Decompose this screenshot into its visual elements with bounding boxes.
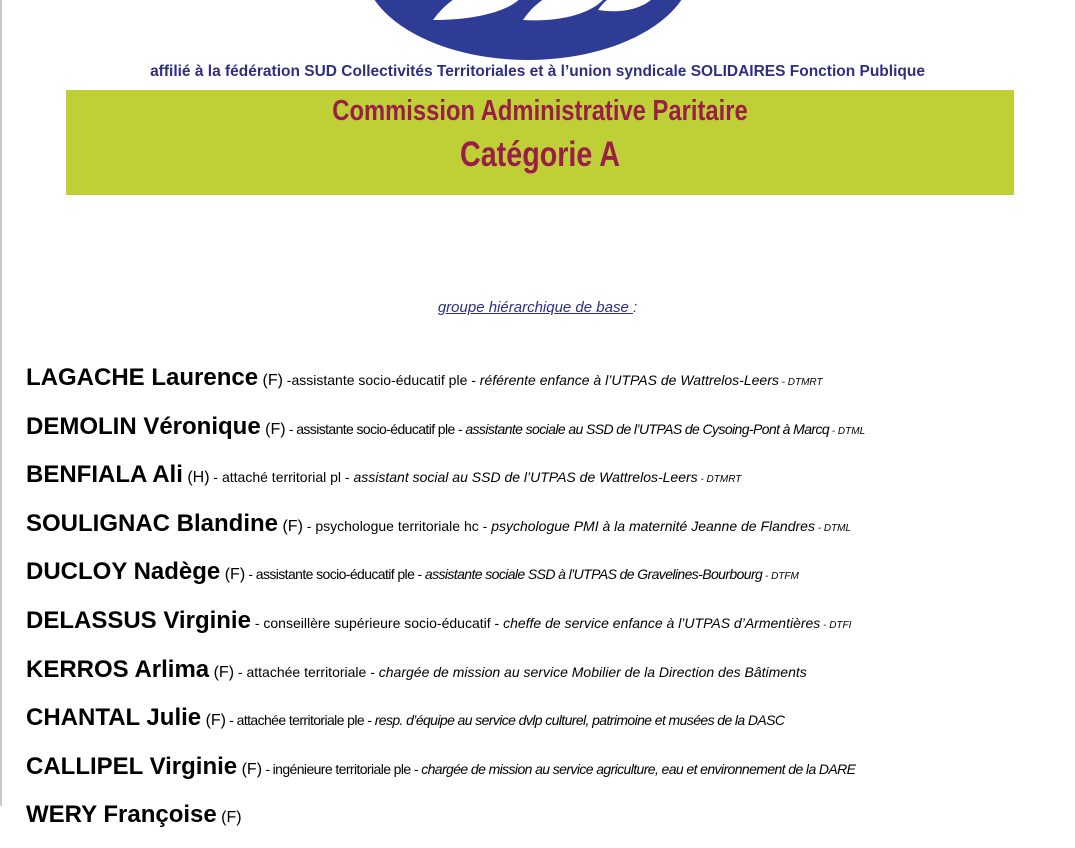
member-name: WERY Françoise	[26, 801, 217, 829]
group-heading	[0, 299, 1075, 316]
member-sex: (F)	[216, 809, 242, 827]
member-direction: - DTML	[814, 522, 852, 534]
member-sex: (F)	[278, 517, 303, 535]
member-row	[26, 459, 1071, 508]
member-sex: (F)	[258, 372, 283, 389]
member-name: DEMOLIN Véronique	[26, 412, 261, 440]
member-row	[26, 751, 1071, 800]
member-row	[26, 654, 1071, 703]
member-job: assistante sociale SSD à l’UTPAS de Gravelines-Bourbourg	[424, 566, 763, 583]
union-logo	[363, 0, 693, 60]
member-job: référente enfance à l’UTPAS de Wattrelos-Leers	[479, 372, 779, 388]
member-row	[26, 556, 1071, 605]
member-grade: - ingénieure territoriale ple -	[262, 760, 422, 777]
member-direction: - DTMRT	[778, 377, 823, 388]
member-grade: - attaché territorial pl -	[209, 469, 354, 486]
member-name: DUCLOY Nadège	[26, 558, 221, 586]
group-suffix: :	[632, 299, 638, 316]
member-row	[26, 362, 1071, 411]
member-grade: - attachée territoriale -	[234, 663, 379, 680]
member-row	[26, 508, 1071, 557]
banner-subtitle: Catégorie A	[459, 135, 621, 174]
member-direction: - DTFM	[762, 571, 799, 583]
logo-artwork	[363, 0, 693, 60]
member-grade: - assistante socio-éducatif ple -	[245, 566, 425, 583]
member-job: resp. d’équipe au service dvlp culturel, patrimoine et musées de la DASC	[374, 712, 785, 729]
member-grade: - assistante socio-éducatif ple -	[285, 420, 466, 437]
member-sex: (F)	[201, 712, 226, 730]
member-name: LAGACHE Laurence	[26, 364, 259, 391]
member-row	[26, 411, 1071, 460]
member-row	[26, 702, 1071, 751]
member-job: assistant social au SSD de l’UTPAS de Wattrelos-Leers	[353, 469, 698, 486]
member-list	[26, 362, 1071, 848]
member-sex: (F)	[237, 760, 263, 778]
member-job: chargée de mission au service Mobilier de la Direction des Bâtiments	[378, 663, 807, 680]
member-name: CHANTAL Julie	[26, 704, 202, 732]
page-border	[0, 0, 2, 806]
member-job: cheffe de service enfance à l’UTPAS d’Armentières	[503, 614, 821, 631]
member-job: chargée de mission au service agriculture, eau et environnement de la DARE	[421, 760, 856, 777]
member-direction: - DTMRT	[697, 474, 742, 486]
member-row	[26, 799, 1071, 848]
title-banner	[66, 90, 1014, 195]
member-sex: (F)	[220, 566, 246, 584]
group-label: groupe hiérarchique de base	[437, 299, 633, 316]
member-sex: (F)	[260, 420, 286, 438]
member-grade: - attachée territoriale ple -	[226, 712, 375, 729]
member-grade: - psychologue territoriale hc -	[302, 517, 492, 534]
member-name: CALLIPEL Virginie	[26, 752, 238, 780]
member-grade: -assistante socio-éducatif ple -	[282, 372, 480, 388]
member-direction: - DTFI	[820, 619, 852, 631]
member-name: BENFIALA Ali	[26, 461, 183, 489]
member-name: DELASSUS Virginie	[26, 606, 251, 634]
member-name: SOULIGNAC Blandine	[26, 509, 279, 537]
member-job: assistante sociale au SSD de l’UTPAS de Cysoing-Pont à Marcq	[465, 420, 830, 437]
member-name: KERROS Arlima	[26, 655, 210, 683]
member-sex: (F)	[209, 663, 235, 681]
member-sex: (H)	[182, 469, 210, 487]
member-row	[26, 605, 1071, 654]
banner-title: Commission Administrative Paritaire	[332, 95, 748, 127]
affiliation-line: affilié à la fédération SUD Collectivités Territoriales et à l’union syndicale SOLIDAIRES Fonction Publique	[150, 63, 925, 80]
member-direction: - DTML	[829, 425, 866, 437]
member-job: psychologue PMI à la maternité Jeanne de Flandres	[491, 517, 815, 534]
member-grade: - conseillère supérieure socio-éducatif -	[250, 614, 504, 631]
